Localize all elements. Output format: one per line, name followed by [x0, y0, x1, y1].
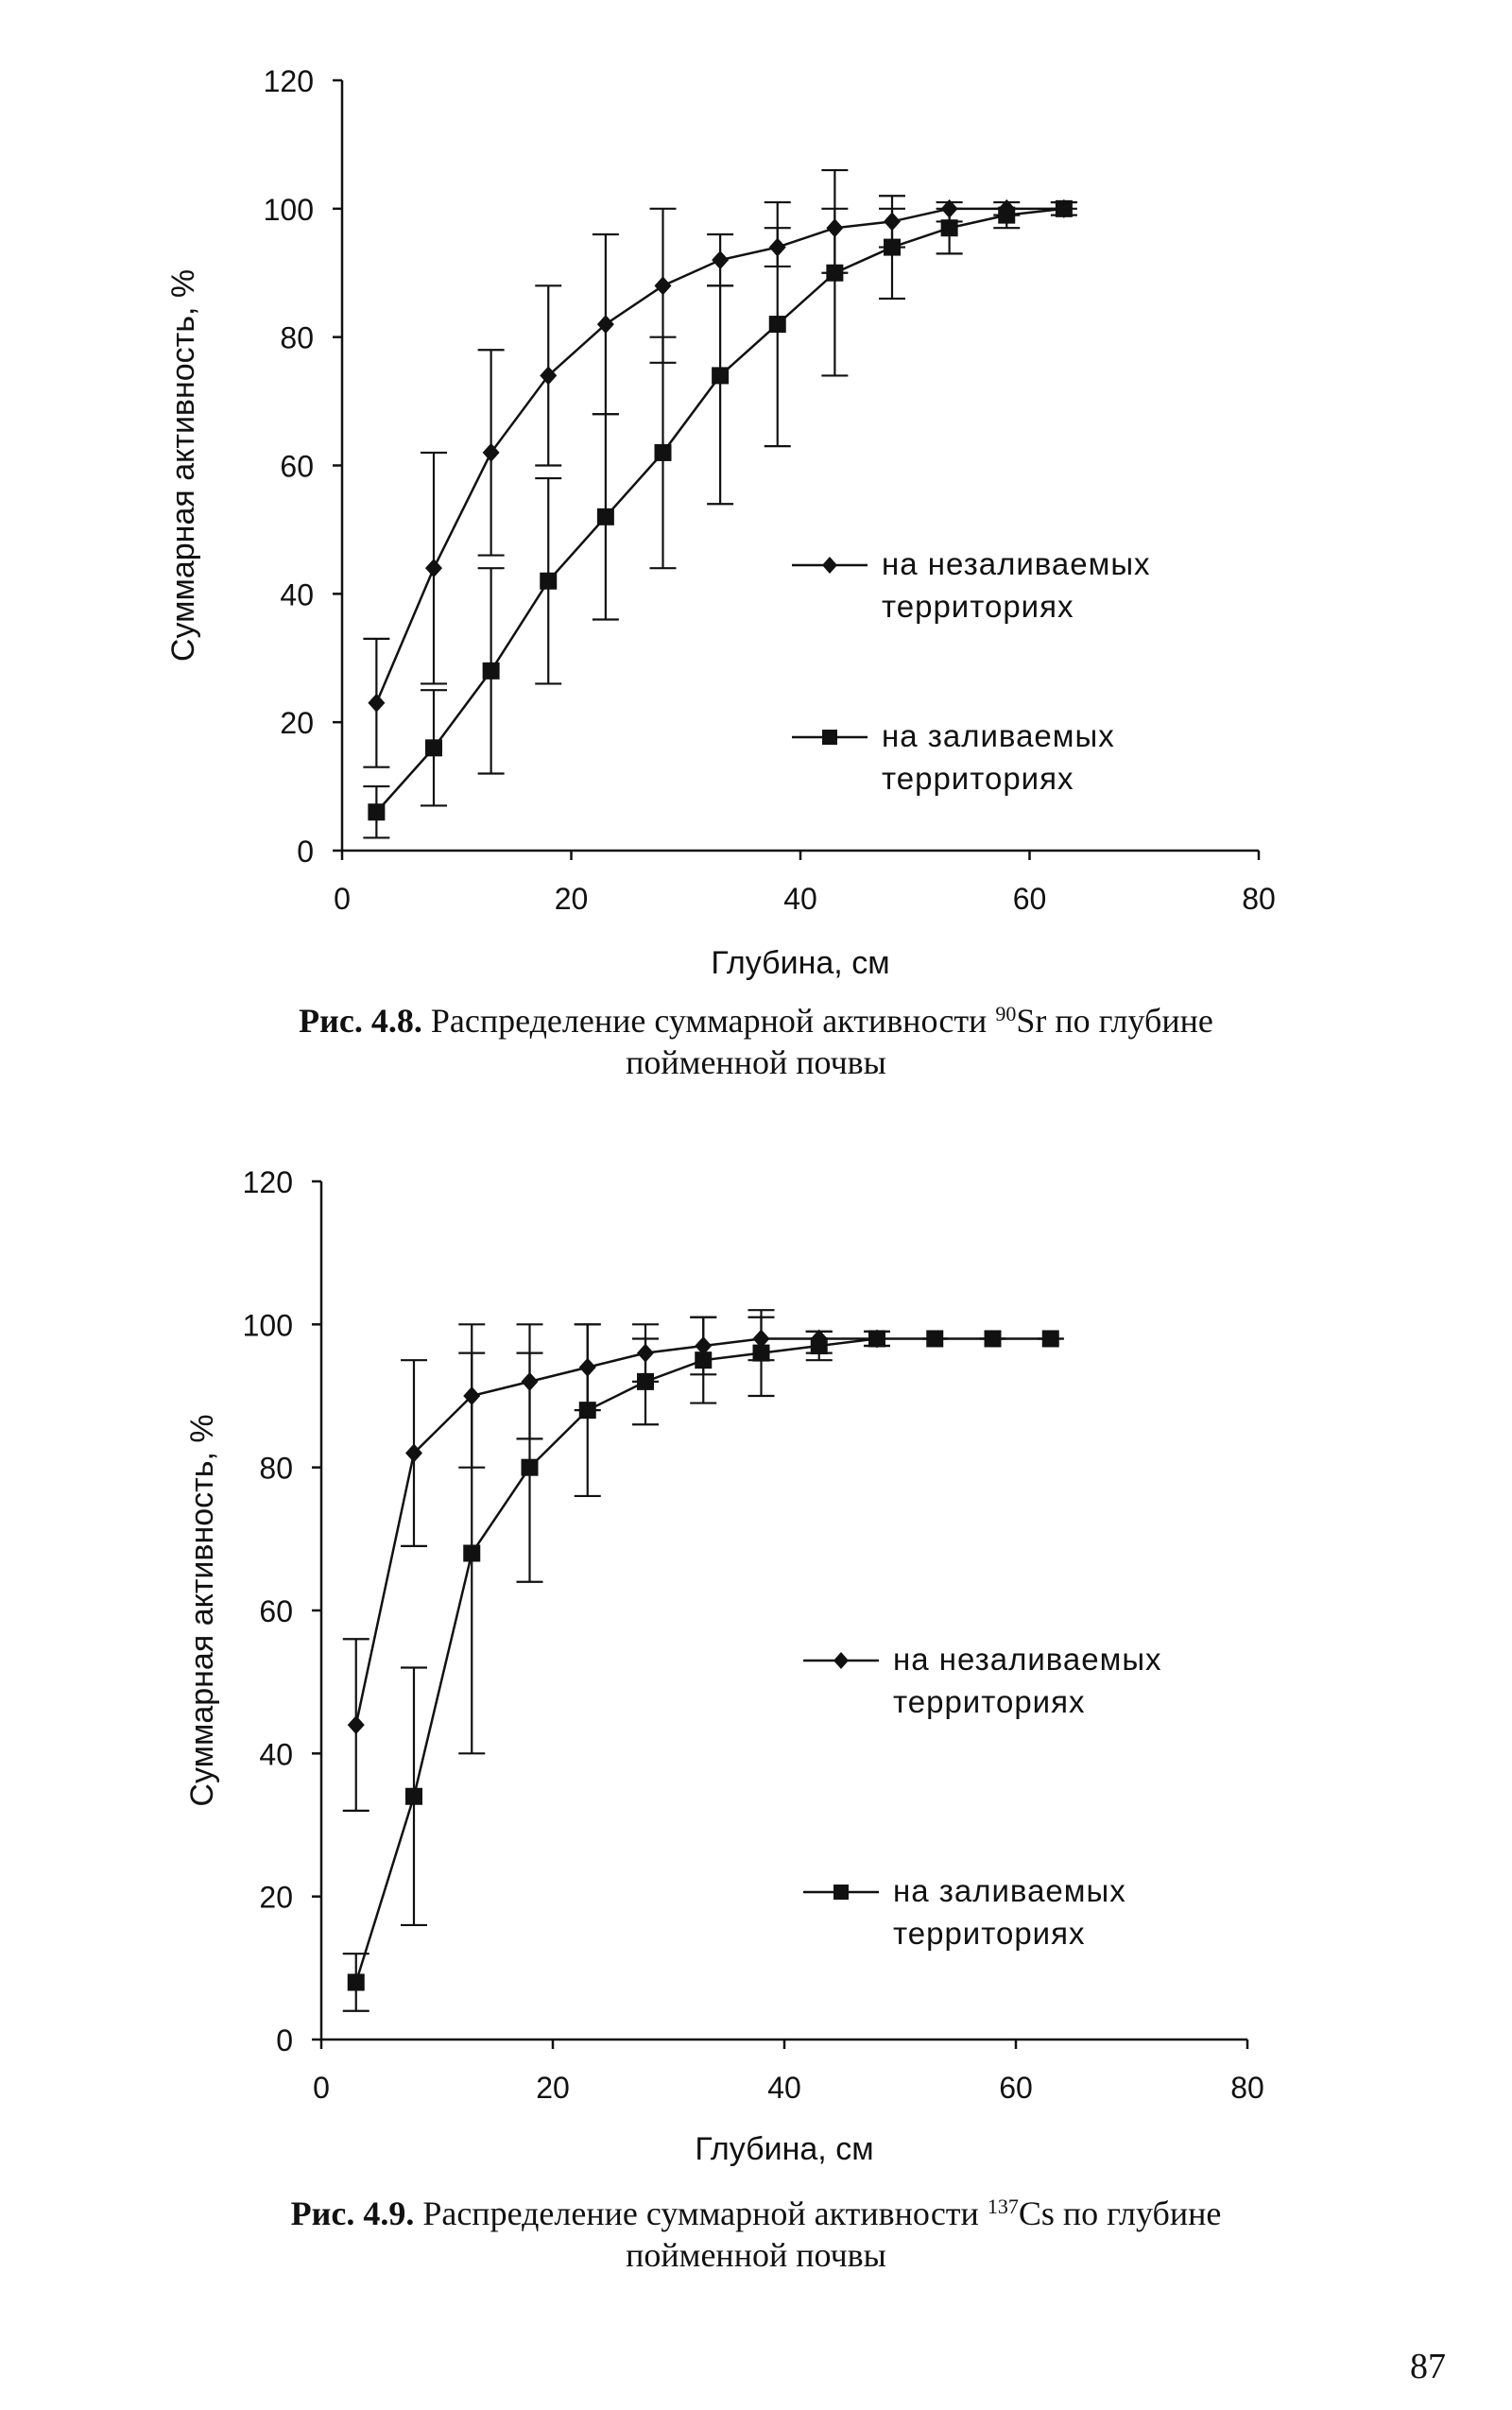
figure-label: Рис. 4.8. [299, 1002, 422, 1040]
caption-text: Распределение суммарной активности [421, 1002, 996, 1040]
series-flooded-point [826, 265, 843, 282]
isotope-mass: 137 [987, 2195, 1019, 2218]
legend-label: территориях [882, 589, 1074, 624]
series-non-flooded-point [348, 1715, 365, 1734]
x-tick-label: 60 [1012, 882, 1047, 916]
x-tick-label: 0 [313, 2071, 330, 2105]
caption-text-end: по глубине [1054, 2195, 1222, 2232]
figure-caption-4-8 [0, 1000, 1512, 1083]
series-flooded-point [405, 1788, 422, 1805]
series-flooded-point [483, 663, 500, 680]
series-non-flooded-point [425, 559, 442, 577]
x-axis-title: Глубина, см [711, 945, 890, 981]
caption-text-end: по глубине [1046, 1002, 1213, 1040]
series-flooded-point [998, 207, 1015, 224]
x-axis-title: Глубина, см [695, 2131, 874, 2167]
series-flooded-point [868, 1330, 885, 1347]
y-tick-label: 40 [280, 577, 314, 612]
y-tick-label: 40 [259, 1737, 293, 1772]
series-non-flooded-point [712, 250, 729, 269]
legend-marker-square [833, 1885, 849, 1900]
series-flooded-point [425, 739, 442, 756]
x-tick-label: 0 [334, 882, 351, 916]
y-tick-label: 20 [259, 1880, 293, 1915]
legend-label: территориях [893, 1916, 1086, 1951]
y-tick-label: 100 [242, 1308, 293, 1343]
x-tick-label: 80 [1242, 882, 1276, 916]
x-tick-label: 20 [536, 2071, 570, 2105]
series-flooded-point [637, 1373, 654, 1390]
y-axis-title: Суммарная активность, % [184, 1414, 220, 1807]
y-axis-title: Суммарная активность, % [165, 268, 201, 663]
series-flooded-point [1056, 200, 1073, 217]
x-tick-label: 80 [1230, 2071, 1264, 2105]
isotope-mass: 90 [995, 1002, 1017, 1025]
series-flooded-point [753, 1345, 770, 1362]
series-flooded-point [884, 239, 901, 256]
figure-label: Рис. 4.9. [290, 2195, 415, 2232]
series-flooded-point [769, 316, 786, 333]
legend-marker-diamond [833, 1652, 849, 1669]
chart-cs137-depth-distribution [0, 1125, 1512, 2183]
legend-label: на заливаемых [893, 1873, 1126, 1908]
series-flooded-point [695, 1351, 712, 1369]
legend-label: на незаливаемых [882, 546, 1151, 581]
series-flooded-point [655, 444, 672, 461]
series-flooded-point [597, 508, 614, 525]
y-tick-label: 80 [259, 1451, 293, 1486]
series-non-flooded-point [368, 694, 385, 713]
figure-caption-4-9 [0, 2193, 1512, 2276]
caption-line-2: пойменной почвы [626, 2236, 886, 2274]
y-tick-label: 60 [259, 1594, 293, 1628]
x-tick-label: 40 [767, 2071, 801, 2105]
y-tick-label: 80 [280, 320, 314, 355]
series-flooded-point [1042, 1330, 1059, 1347]
y-tick-label: 0 [297, 835, 314, 869]
y-tick-label: 0 [276, 2023, 293, 2057]
series-flooded-point [348, 1973, 365, 1990]
series-flooded-point [941, 219, 958, 236]
series-flooded-point [463, 1544, 480, 1561]
series-flooded-point [579, 1402, 596, 1419]
legend-marker-square [822, 730, 837, 745]
isotope-symbol: Sr [1016, 1002, 1047, 1040]
caption-line-2: пойменной почвы [626, 1043, 886, 1081]
series-flooded-point [811, 1337, 828, 1354]
y-tick-label: 20 [280, 706, 314, 741]
y-tick-label: 120 [242, 1165, 293, 1199]
y-tick-label: 60 [280, 449, 314, 484]
caption-text: Распределение суммарной активности [414, 2195, 988, 2232]
series-flooded-point [368, 803, 385, 820]
x-tick-label: 20 [554, 882, 589, 916]
page-number: 87 [1410, 2347, 1446, 2386]
y-tick-label: 100 [263, 192, 314, 227]
y-tick-label: 120 [263, 64, 314, 98]
series-flooded-point [522, 1459, 539, 1476]
legend-label: на незаливаемых [893, 1642, 1162, 1677]
series-flooded-point [985, 1330, 1002, 1347]
series-non-flooded-point [655, 276, 672, 295]
chart-sr90-depth-distribution [0, 0, 1512, 992]
isotope-symbol: Cs [1018, 2195, 1055, 2232]
series-flooded-point [540, 573, 557, 590]
legend-label: территориях [882, 761, 1074, 796]
legend-label: на заливаемых [882, 718, 1115, 753]
legend-label: территориях [893, 1684, 1086, 1719]
x-tick-label: 40 [783, 882, 817, 916]
series-flooded-point [712, 367, 729, 384]
series-flooded-point [926, 1330, 943, 1347]
x-tick-label: 60 [999, 2071, 1033, 2105]
legend-marker-diamond [822, 557, 837, 574]
